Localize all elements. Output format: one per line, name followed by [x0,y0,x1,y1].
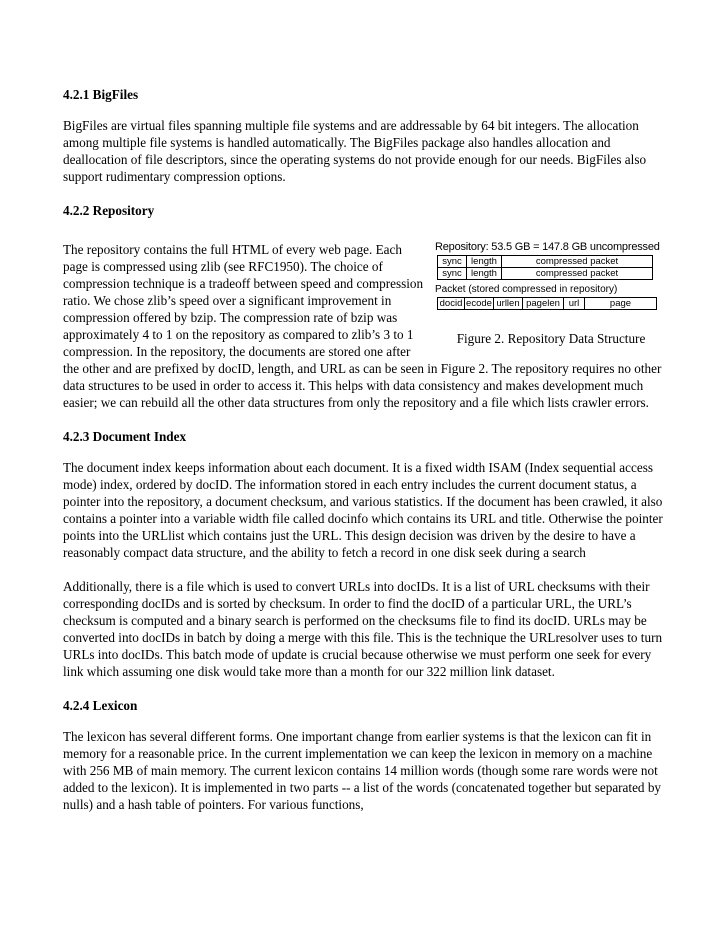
figure-cell-compressed-packet: compressed packet [535,256,619,267]
repository-figure [435,241,667,347]
section-heading-document-index: 4.2.3 Document Index [63,429,187,444]
figure-cell-urllen: urllen [494,298,523,309]
paragraph-document-index-2: Additionally, there is a file which is used to convert URLs into docIDs. It is a list of URL checksums with their corresponding docIDs and is sorted by checksum. In order to find the docID of a particular URL, the URL’s checksum is computed and a binary search is performed on the checksums file to find its docID. URLs may be converted into docIDs in batch by doing a merge with this file. This is the technique the URLresolver uses to turn URLs into docIDs. This batch mode of update is crucial because otherwise we must perform one seek for every link which assuming one disk would take more than a month for our 322 million link dataset. [63,579,663,679]
figure-caption: Figure 2. Repository Data Structure [456,331,646,346]
figure-cell-page: page [609,298,632,309]
figure-packet-label: Packet (stored compressed in repository) [435,284,618,295]
figure-cell-compressed-packet-2: compressed packet [535,268,619,279]
paragraph-repository: The repository contains the full HTML of every web page. Each page is compressed using zlib (see RFC1950). The choice of compression technique is a tradeoff between speed and compression ratio. We chose zlib’s speed over a significant improvement in compression offered by bzip. The compression rate of bzip was approximately 4 to 1 on the repository as compared to zlib’s 3 to 1 compression. In the repository, the documents are stored one after the other and are prefixed by docID, length, and URL as can be seen in Figure 2. The repository requires no other data structures to be used in order to access it. This helps with data consistency and makes development much easier; we can rebuild all the other data structures from only the repository and a file which lists crawler errors. [63,242,662,410]
figure-cell-ecode: ecode [465,298,494,309]
figure-cell-pagelen: pagelen [523,298,564,309]
section-heading-lexicon: 4.2.4 Lexicon [63,698,138,713]
paragraph-bigfiles: BigFiles are virtual files spanning multiple file systems and are addressable by 64 bit integers. The allocation among multiple file systems is handled automatically. The BigFiles package also handles allocation and deallocation of file descriptors, since the operating systems do not provide enough for our needs. BigFiles also support rudimentary compression options. [63,118,647,184]
section-heading-repository: 4.2.2 Repository [63,203,155,218]
paper-page [63,86,667,813]
figure-cell-sync-2: sync [438,268,467,279]
figure-cell-length-2: length [467,268,502,279]
paragraph-lexicon: The lexicon has several different forms. One important change from earlier systems is that the lexicon can fit in memory for a reasonable price. In the current implementation we can keep the lexicon in memory on a machine with 256 MB of main memory. The current lexicon contains 14 million words (though some rare words were not added to the lexicon). It is implemented in two parts -- a list of the words (concatenated together but separated by nulls) and a hash table of pointers. For various functions, [63,729,662,812]
figure-repository-row-1 [437,255,653,268]
figure-cell-docid: docid [438,298,465,309]
figure-cell-length: length [467,256,502,267]
figure-cell-sync: sync [438,256,467,267]
paragraph-document-index-1: The document index keeps information about each document. It is a fixed width ISAM (Index sequential access mode) index, ordered by docID. The information stored in each entry includes the current document status, a pointer into the repository, a document checksum, and various statistics. If the document has been crawled, it also contains a pointer into a variable width file called docinfo which contains its URL and title. Otherwise the pointer points into the URLlist which contains just the URL. This design decision was driven by the desire to have a reasonably compact data structure, and the ability to fetch a record in one disk seek during a search [63,460,663,560]
figure-packet-row [437,297,657,310]
figure-repository-row-2 [437,267,653,280]
section-heading-bigfiles: 4.2.1 BigFiles [63,87,139,102]
figure-repository-label: Repository: 53.5 GB = 147.8 GB uncompressed [435,241,660,253]
figure-cell-url: url [564,298,585,309]
